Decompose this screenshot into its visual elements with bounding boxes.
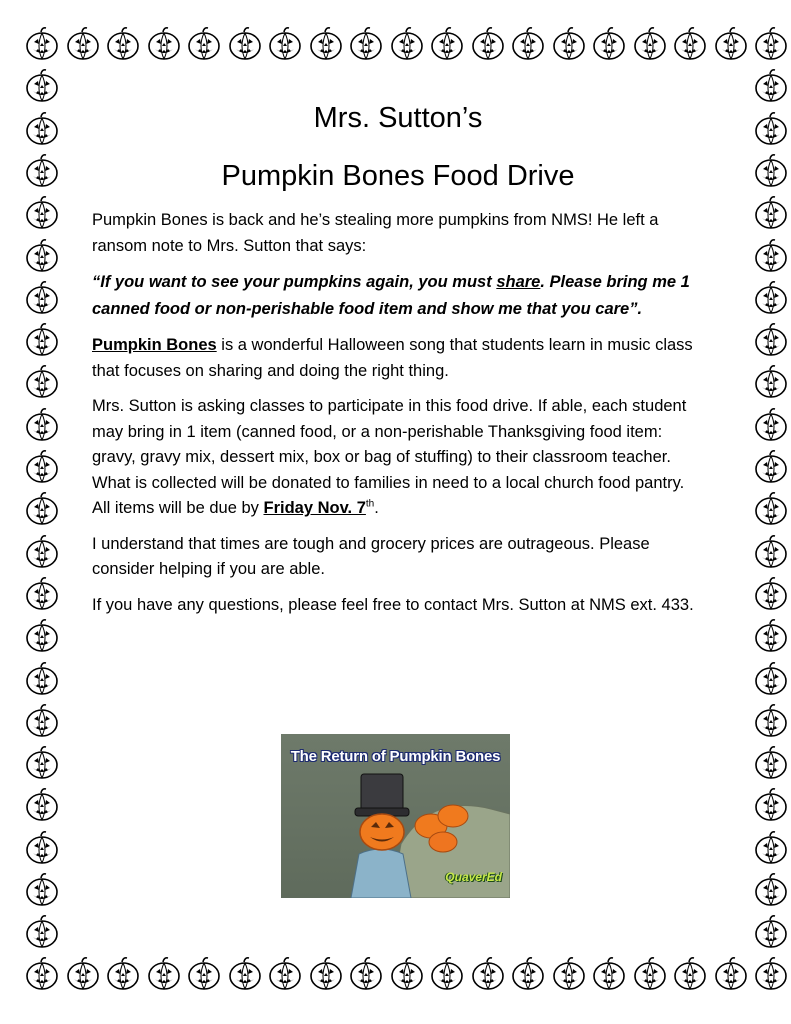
pumpkin-head [360,814,404,850]
jack-o-lantern-icon [470,26,506,62]
due-date: Friday Nov. 7 [263,499,366,517]
jack-o-lantern-icon [24,872,60,908]
details-paragraph [92,394,704,522]
jack-o-lantern-icon [389,956,425,992]
jack-o-lantern-icon [753,534,789,570]
jack-o-lantern-icon [713,26,749,62]
jack-o-lantern-icon [24,618,60,654]
jack-o-lantern-icon [510,956,546,992]
jack-o-lantern-icon [308,26,344,62]
jack-o-lantern-icon [308,956,344,992]
jack-o-lantern-icon [267,956,303,992]
jack-o-lantern-icon [429,26,465,62]
jack-o-lantern-icon [105,26,141,62]
jack-o-lantern-icon [24,956,60,992]
jack-o-lantern-icon [24,703,60,739]
jack-o-lantern-icon [24,449,60,485]
song-paragraph [92,333,704,384]
details-end: . [374,499,379,517]
jack-o-lantern-icon [753,703,789,739]
jack-o-lantern-icon [24,407,60,443]
jack-o-lantern-icon [105,956,141,992]
jack-o-lantern-icon [267,26,303,62]
jack-o-lantern-icon [24,576,60,612]
jack-o-lantern-icon [753,914,789,950]
jack-o-lantern-icon [24,364,60,400]
sack-pumpkin-3 [429,832,457,852]
jack-o-lantern-icon [389,26,425,62]
sack-pumpkin-2 [438,805,468,827]
jack-o-lantern-icon [753,830,789,866]
jack-o-lantern-icon [632,26,668,62]
jack-o-lantern-icon [753,787,789,823]
song-name: Pumpkin Bones [92,336,217,354]
quote-part1: “If you want to see your pumpkins again, you must [92,273,497,291]
jack-o-lantern-icon [24,280,60,316]
jack-o-lantern-icon [348,26,384,62]
jack-o-lantern-icon [429,956,465,992]
jack-o-lantern-icon [753,322,789,358]
jack-o-lantern-icon [24,787,60,823]
jack-o-lantern-icon [713,956,749,992]
jack-o-lantern-icon [186,26,222,62]
jack-o-lantern-icon [24,322,60,358]
jack-o-lantern-icon [227,956,263,992]
jack-o-lantern-icon [753,661,789,697]
jack-o-lantern-icon [470,956,506,992]
jack-o-lantern-icon [24,238,60,274]
jack-o-lantern-icon [591,956,627,992]
jack-o-lantern-icon [753,618,789,654]
jack-o-lantern-icon [591,26,627,62]
quavered-logo: QuaverEd [445,870,502,884]
quote-emphasis: share [496,273,541,291]
jack-o-lantern-icon [753,491,789,527]
hat-crown [361,774,403,812]
flyer-content [92,96,704,628]
quote-part2: . Please bring me 1 canned food or non-perishable food item and show me that you care”. [92,273,690,318]
jack-o-lantern-icon [65,956,101,992]
illustration-title: The Return of Pumpkin Bones [290,748,501,765]
jack-o-lantern-icon [24,914,60,950]
jack-o-lantern-icon [24,153,60,189]
flyer-title-line2: Pumpkin Bones Food Drive [221,160,575,192]
jack-o-lantern-icon [753,745,789,781]
jack-o-lantern-icon [753,449,789,485]
jack-o-lantern-icon [24,111,60,147]
jack-o-lantern-icon [146,26,182,62]
intro-paragraph: Pumpkin Bones is back and he’s stealing more pumpkins from NMS! He left a ransom note to Mrs. Sutton that says: [92,211,659,255]
jack-o-lantern-icon [672,956,708,992]
ransom-quote [92,269,704,323]
contact-paragraph: If you have any questions, please feel free to contact Mrs. Sutton at NMS ext. 433. [92,595,694,614]
jack-o-lantern-icon [753,280,789,316]
jack-o-lantern-icon [227,26,263,62]
jack-o-lantern-icon [24,534,60,570]
flyer-title-line1: Mrs. Sutton’s [313,102,483,134]
jack-o-lantern-icon [146,956,182,992]
jack-o-lantern-icon [753,364,789,400]
jack-o-lantern-icon [753,68,789,104]
jack-o-lantern-icon [24,26,60,62]
pumpkin-bones-illustration [281,734,510,898]
jack-o-lantern-icon [24,830,60,866]
jack-o-lantern-icon [348,956,384,992]
due-date-suffix: th [365,498,375,510]
jack-o-lantern-icon [753,26,789,62]
jack-o-lantern-icon [24,661,60,697]
jack-o-lantern-icon [24,68,60,104]
jack-o-lantern-icon [632,956,668,992]
jack-o-lantern-icon [672,26,708,62]
jack-o-lantern-icon [753,576,789,612]
song-description: is a wonderful Halloween song that students learn in music class that focuses on sharing and doing the right thing. [92,336,693,380]
appeal-paragraph: I understand that times are tough and grocery prices are outrageous. Please consider helping if you are able. [92,534,650,578]
jack-o-lantern-icon [753,238,789,274]
jack-o-lantern-icon [24,491,60,527]
jack-o-lantern-icon [510,26,546,62]
jack-o-lantern-icon [753,407,789,443]
jack-o-lantern-icon [753,956,789,992]
scarecrow-body [351,849,411,898]
jack-o-lantern-icon [24,745,60,781]
jack-o-lantern-icon [551,956,587,992]
jack-o-lantern-icon [753,153,789,189]
jack-o-lantern-icon [551,26,587,62]
details-text: Mrs. Sutton is asking classes to participate in this food drive. If able, each student may bring in 1 item (canned food, or a non-perishable Thanksgiving food item: gravy, gravy mix, dessert mix, box or bag of stuffing) to their classroom teacher. What is collected will be donated to families in need to a local church food pantry. All items will be due by [92,397,687,517]
jack-o-lantern-icon [753,111,789,147]
jack-o-lantern-icon [753,195,789,231]
jack-o-lantern-icon [753,872,789,908]
jack-o-lantern-icon [186,956,222,992]
jack-o-lantern-icon [24,195,60,231]
jack-o-lantern-icon [65,26,101,62]
